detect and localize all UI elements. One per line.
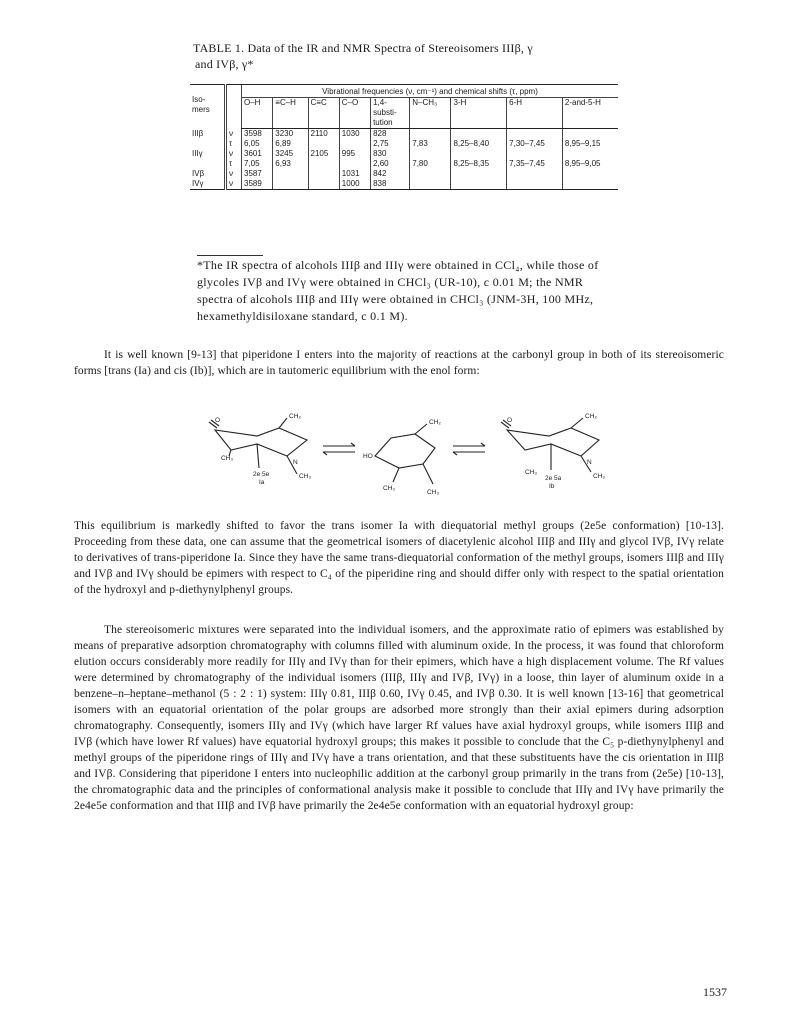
table-cell <box>507 169 563 179</box>
table-cell: 6,89 <box>273 139 308 149</box>
table-row <box>190 169 618 179</box>
column-header: N–CH₃ <box>410 98 451 129</box>
header-isomers: Iso- mers <box>190 85 226 129</box>
column-header: C–O <box>339 98 370 129</box>
table-cell <box>451 169 507 179</box>
row-type: τ <box>226 139 242 149</box>
table-cell <box>339 159 370 169</box>
table-row <box>190 179 618 190</box>
table-cell: 842 <box>371 169 410 179</box>
row-type: ν <box>226 169 242 179</box>
svg-text:CH₃: CH₃ <box>427 489 440 496</box>
paragraph-3-text: The stereoisomeric mixtures were separated into the individual isomers, and the approximate ratio of epimers was established by means of preparative adsorption chromatography with columns filled with aluminum oxide. In the process, it was found that chloroform elution occurs considerably more readily for IIIγ and IVγ than for their epimers, which have a high displacement volume. The Rf values were determined by chromatography of the individual isomers (IIIβ, IIIγ and IVβ, IVγ) in a loose, thin layer of aluminum oxide in a benzene–n–heptane–methanol (5 : 2 : 1) system: IIIγ 0.81, IIIβ 0.60, IVγ 0.45, and IVβ 0.30. It is well known [13-16] that geometrical isomers with an equatorial orientation of the polar groups are adsorbed more strongly than their axial epimers during adsorption chromatography. Consequently, isomers IIIγ and IVγ (which have larger Rf values have axial hydroxyl groups, while isomers IIIβ and IVβ (which have lower Rf values) have equatorial hydroxyl groups; this makes it possible to conclude that the C₅ p-diethynylphenyl and methyl groups of the piperidone rings of IIIγ and IVγ have a trans orientation, and that these substituents have the cis orientation in IIIβ and IVβ. Considering that piperidone I enters into nucleophilic addition at the carbonyl group primarily in the trans from (2e5e) [10-13], the chromatographic data and the principles of conformational analysis make it possible to conclude that IIIγ and IVγ have primarily the 2e4e5e conformation and that IIIβ and IVβ have primarily the 2e4e5e conformation with an equatorial hydroxyl group: <box>74 624 724 812</box>
table-caption <box>193 40 623 72</box>
table-cell: 2,75 <box>371 139 410 149</box>
caption-line-2: and IVβ, γ* <box>195 57 254 71</box>
paragraph-2 <box>74 518 724 598</box>
table-cell <box>308 179 339 190</box>
svg-text:CH₃: CH₃ <box>593 473 606 480</box>
row-type: ν <box>226 149 242 159</box>
table-cell <box>562 129 618 140</box>
row-isomer <box>190 159 226 169</box>
table-cell: 3245 <box>273 149 308 159</box>
paragraph-1 <box>74 347 724 379</box>
table-cell <box>507 179 563 190</box>
table-cell: 6,93 <box>273 159 308 169</box>
table-cell: 2105 <box>308 149 339 159</box>
table-cell: 828 <box>371 129 410 140</box>
column-header: C≡C <box>308 98 339 129</box>
table-cell: 995 <box>339 149 370 159</box>
table-cell: 3598 <box>242 129 273 140</box>
table-footnote: *The IR spectra of alcohols IIIβ and IIIγ were obtained in CCl₄, while those of glycoles IVβ and IVγ were obtained in CHCl₃ (UR-10), c 0.01 M; the NMR spectra of alcohols IIIβ and IIIγ were obtained in CHCl₃ (JNM-3H, 100 MHz, hexamethyldisiloxane standard, c 0.1 M). <box>197 258 599 323</box>
svg-text:CH₂: CH₂ <box>585 413 597 420</box>
row-type: ν <box>226 129 242 140</box>
caption-line-1: TABLE 1. Data of the IR and NMR Spectra of Stereoisomers IIIβ, γ <box>193 41 533 55</box>
svg-text:N: N <box>293 459 298 466</box>
data-table-wrap <box>190 84 620 190</box>
footnote-rule <box>197 255 263 256</box>
row-type: τ <box>226 159 242 169</box>
table-cell: 7,83 <box>410 139 451 149</box>
table-cell <box>451 129 507 140</box>
table-cell: 838 <box>371 179 410 190</box>
svg-text:O: O <box>507 417 513 424</box>
table-cell: 7,80 <box>410 159 451 169</box>
equilibrium-scheme <box>195 410 615 505</box>
paragraph-2-text: This equilibrium is markedly shifted to favor the trans isomer Ia with diequatorial methyl groups (2e5e conformation) [10-13]. Proceeding from these data, one can assume that the geometrical isomers of diacetylenic alcohol IIIβ and IIIγ and glycol IVβ, IVγ relate to derivatives of trans-piperidone Ia. Since they have the same trans-diequatorial conformation of the methyl groups, isomers IIIβ and IIIγ and IVβ and IVγ should be epimers with respect to C₄ of the piperidine ring and should differ only with respect to the spatial orientation of the hydroxyl and p-diethynylphenyl groups. <box>74 520 724 596</box>
table-cell <box>410 129 451 140</box>
row-isomer: IIIβ <box>192 128 204 138</box>
svg-text:CH₂: CH₂ <box>429 419 441 426</box>
ho-label: HO <box>363 453 373 460</box>
table-cell <box>562 149 618 159</box>
row-isomer: IVγ <box>190 179 226 190</box>
table-cell <box>562 179 618 190</box>
table-cell: 8,25–8,35 <box>451 159 507 169</box>
table-row <box>190 159 618 169</box>
scheme-labels <box>215 413 605 496</box>
column-header: 2-and-5-H <box>562 98 618 129</box>
table-cell: 8,95–9,15 <box>562 139 618 149</box>
ring-enol <box>375 434 435 468</box>
table-cell <box>451 179 507 190</box>
table-cell: 1030 <box>339 129 370 140</box>
table-cell: 3589 <box>242 179 273 190</box>
svg-text:CH₃: CH₃ <box>383 485 396 492</box>
table-cell <box>410 149 451 159</box>
row-isomer: IIIγ <box>192 149 203 158</box>
scheme-svg <box>195 410 615 505</box>
ring-ib <box>507 428 599 456</box>
table-cell: 830 <box>371 149 410 159</box>
table-cell <box>507 129 563 140</box>
column-header: 1,4- substi- tution <box>371 98 410 129</box>
svg-text:O: O <box>215 417 221 424</box>
table-cell <box>308 159 339 169</box>
table-cell: 8,95–9,05 <box>562 159 618 169</box>
column-header: 6-H <box>507 98 563 129</box>
table-cell: 7,05 <box>242 159 273 169</box>
table-cell: 3587 <box>242 169 273 179</box>
column-header: 3-H <box>451 98 507 129</box>
row-type: ν <box>226 179 242 190</box>
table-cell: 8,25–8,40 <box>451 139 507 149</box>
table-cell <box>410 169 451 179</box>
paragraph-3 <box>74 622 724 814</box>
column-header: O–H <box>242 98 273 129</box>
svg-text:CH₃: CH₃ <box>299 473 312 480</box>
scheme-right-label-1: 2e 5a <box>545 475 562 482</box>
table-cell <box>308 139 339 149</box>
column-header: ≡C–H <box>273 98 308 129</box>
scheme-left-label-2: Ia <box>259 479 265 486</box>
table-cell: 6,05 <box>242 139 273 149</box>
ring-ia <box>215 428 307 456</box>
header-group: Vibrational frequencies (ν, cm⁻¹) and chemical shifts (τ, ppm) <box>242 85 619 98</box>
svg-text:N: N <box>587 459 592 466</box>
table-cell <box>308 169 339 179</box>
scheme-right-label-2: Ib <box>549 483 555 490</box>
table-cell: 1000 <box>339 179 370 190</box>
ch3-label-1: CH₃ <box>221 455 234 462</box>
row-isomer <box>190 139 226 149</box>
table-row <box>190 149 618 159</box>
table-cell: 3601 <box>242 149 273 159</box>
data-table <box>190 84 618 190</box>
table-cell <box>273 179 308 190</box>
table-cell: 7,35–7,45 <box>507 159 563 169</box>
table-cell <box>562 169 618 179</box>
table-row <box>190 129 618 140</box>
table-cell <box>451 149 507 159</box>
paragraph-1-text: It is well known [9-13] that piperidone I enters into the majority of reactions at the carbonyl group in both of its stereoisomeric forms [trans (Ia) and cis (Ib)], which are in tautomeric equilibrium with the enol form: <box>74 349 724 377</box>
page-number: 1537 <box>703 985 727 999</box>
ch2-label-1: CH₂ <box>289 413 301 420</box>
table-cell <box>507 149 563 159</box>
table-cell: 3230 <box>273 129 308 140</box>
table-cell: 2,60 <box>371 159 410 169</box>
table-cell <box>339 139 370 149</box>
table-cell: 7,30–7,45 <box>507 139 563 149</box>
row-isomer: IVβ <box>192 169 205 178</box>
svg-text:CH₃: CH₃ <box>525 469 538 476</box>
table-cell: 1031 <box>339 169 370 179</box>
table-cell <box>273 169 308 179</box>
table-cell: 2110 <box>308 129 339 140</box>
table-row <box>190 139 618 149</box>
table-cell <box>410 179 451 190</box>
scheme-left-label-1: 2e 5e <box>253 471 270 478</box>
